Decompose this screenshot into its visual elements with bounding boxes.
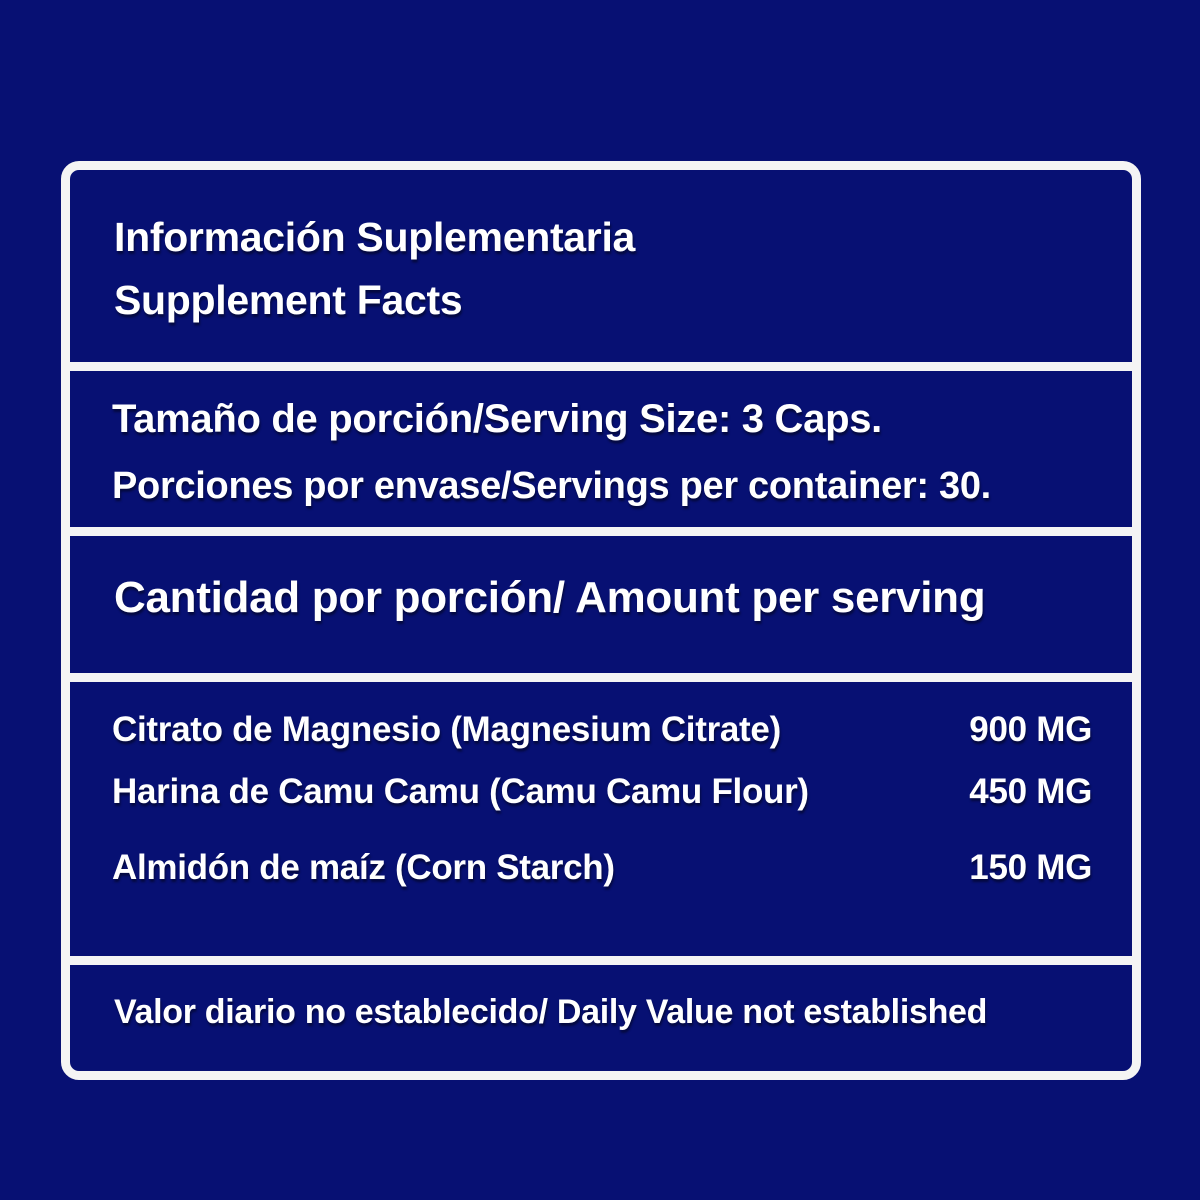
servings-per-container-text: Porciones por envase/Servings per container: 30. [112,465,991,507]
daily-value-footnote-section [70,956,1132,1071]
ingredient-row [112,848,1092,888]
daily-value-footnote-text: Valor diario no establecido/ Daily Value not established [114,992,988,1031]
ingredient-amount: 150 MG [969,848,1092,887]
title-section [70,170,1132,362]
amount-per-serving-heading: Cantidad por porción/ Amount per serving [114,572,986,622]
amount-per-serving-section [70,527,1132,673]
ingredient-row [112,710,1092,750]
ingredient-name: Harina de Camu Camu (Camu Camu Flour) [112,772,809,811]
title-english: Supplement Facts [114,277,463,323]
ingredient-amount: 900 MG [969,710,1092,749]
serving-size-text: Tamaño de porción/Serving Size: 3 Caps. [112,397,882,441]
ingredient-amount: 450 MG [969,772,1092,811]
ingredient-name: Citrato de Magnesio (Magnesium Citrate) [112,710,781,749]
ingredients-section [70,673,1132,956]
title-spanish: Información Suplementaria [114,214,636,260]
ingredient-name: Almidón de maíz (Corn Starch) [112,848,615,887]
serving-size-section [70,362,1132,527]
ingredient-row [112,772,1092,812]
supplement-facts-panel [61,161,1141,1080]
